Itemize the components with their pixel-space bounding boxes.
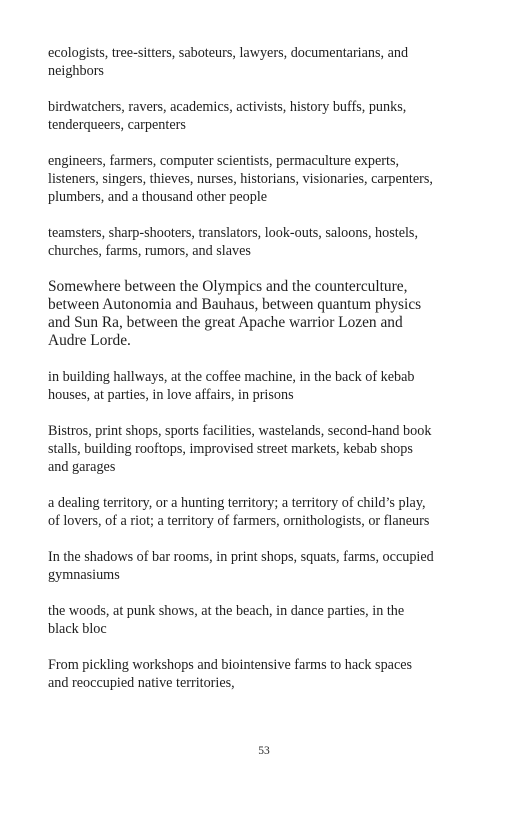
paragraph-teamsters: teamsters, sharp-shooters, translators, look-outs, saloons, hostels, churches, farms, rumors, and slaves xyxy=(48,225,419,259)
paragraph-somewhere-between: Somewhere between the Olympics and the counterculture, between Autonomia and Bauhaus, between quantum physics and Sun Ra, between the great Apache warrior Lozen and Audre Lorde. xyxy=(48,278,422,349)
paragraph-building-hallways: in building hallways, at the coffee machine, in the back of kebab houses, at parties, in love affairs, in prisons xyxy=(48,369,415,403)
paragraph-dealing-territory: a dealing territory, or a hunting territory; a territory of child’s play, of lovers, of a riot; a territory of farmers, ornithologists, or flaneurs xyxy=(48,495,430,529)
page-body xyxy=(48,44,434,710)
paragraph-the-woods: the woods, at punk shows, at the beach, in dance parties, in the black bloc xyxy=(48,603,405,637)
paragraph-shadows-of-bar-rooms: In the shadows of bar rooms, in print shops, squats, farms, occupied gymnasiums xyxy=(48,549,434,583)
paragraph-birdwatchers: birdwatchers, ravers, academics, activists, history buffs, punks, tenderqueers, carpenters xyxy=(48,99,407,133)
page-number: 53 xyxy=(258,745,270,757)
paragraph-ecologists: ecologists, tree-sitters, saboteurs, lawyers, documentarians, and neighbors xyxy=(48,45,409,79)
paragraph-bistros: Bistros, print shops, sports facilities, wastelands, second-hand book stalls, building rooftops, improvised street markets, kebab shops and garages xyxy=(48,423,432,475)
paragraph-engineers: engineers, farmers, computer scientists, permaculture experts, listeners, singers, thieves, nurses, historians, visionaries, carpenters, plumbers, and a thousand other people xyxy=(48,153,433,205)
paragraph-pickling-workshops: From pickling workshops and biointensive farms to hack spaces and reoccupied native territories, xyxy=(48,657,413,691)
